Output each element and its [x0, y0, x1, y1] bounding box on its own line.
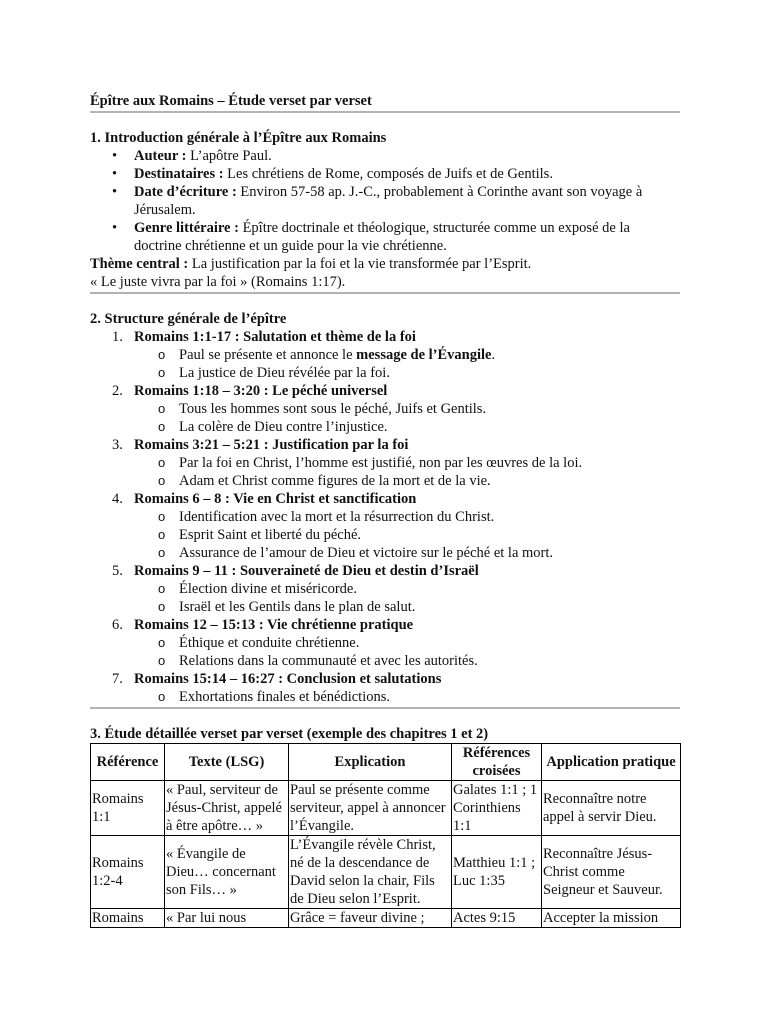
part-title: Romains 15:14 – 16:27 : Conclusion et salutations — [134, 671, 442, 687]
section-1-heading: 1. Introduction générale à l’Épître aux Romains — [90, 130, 387, 146]
structure-part — [90, 382, 680, 436]
part-title: Romains 3:21 – 5:21 : Justification par la foi — [134, 437, 409, 453]
structure-part — [90, 670, 680, 706]
bullet-icon: • — [112, 148, 118, 164]
circle-bullet-icon: o — [158, 581, 166, 596]
table-cell: Romains — [91, 909, 165, 928]
bullet-icon: • — [112, 184, 118, 200]
table-cell: « Évangile de Dieu… concernant son Fils… » — [165, 836, 289, 909]
part-number: 7. — [112, 671, 123, 687]
section-2-heading: 2. Structure générale de l’épître — [90, 311, 287, 327]
sub-item — [90, 508, 680, 526]
table-cell: Grâce = faveur divine ; — [289, 909, 452, 928]
part-title: Romains 1:18 – 3:20 : Le péché universel — [134, 383, 388, 399]
structure-part — [90, 562, 680, 616]
intro-text: Les chrétiens de Rome, composés de Juifs et de Gentils. — [227, 166, 553, 182]
intro-item-genre — [90, 219, 680, 255]
circle-bullet-icon: o — [158, 527, 166, 542]
circle-bullet-icon: o — [158, 635, 166, 650]
sub-item-text: Éthique et conduite chrétienne. — [179, 635, 360, 651]
sub-item-text: Exhortations finales et bénédictions. — [179, 689, 391, 705]
sub-item — [90, 580, 680, 598]
intro-text: Épître doctrinale et théologique, structurée comme un exposé de la doctrine chrétienne et un guide pour la vie chrétienne. — [134, 220, 630, 254]
sub-item — [90, 454, 680, 472]
table-cell: Romains 1:1 — [91, 781, 165, 836]
sub-item-text: Assurance de l’amour de Dieu et victoire sur le péché et la mort. — [179, 545, 554, 561]
sub-item-text: Élection divine et miséricorde. — [179, 581, 357, 597]
section-1-divider — [90, 292, 680, 294]
intro-label: Destinataires : — [134, 166, 224, 182]
sub-item-text: Identification avec la mort et la résurrection du Christ. — [179, 509, 495, 525]
sub-item — [90, 400, 680, 418]
structure-list — [90, 328, 680, 706]
part-subitems — [134, 454, 680, 490]
structure-part — [90, 490, 680, 562]
part-subitems — [134, 508, 680, 562]
table-cell: Paul se présente comme serviteur, appel à annoncer l’Évangile. — [289, 781, 452, 836]
table-row — [91, 781, 681, 836]
sub-item — [90, 526, 680, 544]
sub-item — [90, 346, 680, 364]
sub-item-text: La justice de Dieu révélée par la foi. — [179, 365, 390, 381]
sub-item — [90, 634, 680, 652]
sub-item-emphasis: message de l’Évangile — [356, 347, 492, 363]
verse-study-table — [90, 743, 681, 928]
part-title: Romains 12 – 15:13 : Vie chrétienne pratique — [134, 617, 414, 633]
column-header: Texte (LSG) — [165, 744, 289, 781]
sub-item-text: La colère de Dieu contre l’injustice. — [179, 419, 388, 435]
part-title: Romains 1:1-17 : Salutation et thème de la foi — [134, 329, 416, 345]
intro-list — [90, 147, 680, 255]
sub-item-text: Adam et Christ comme figures de la mort et de la vie. — [179, 473, 491, 489]
circle-bullet-icon: o — [158, 401, 166, 416]
part-subitems — [134, 346, 680, 382]
sub-item — [90, 652, 680, 670]
circle-bullet-icon: o — [158, 689, 166, 704]
sub-item — [90, 418, 680, 436]
table-header-row — [91, 744, 681, 781]
column-header: Application pratique — [542, 744, 681, 781]
sub-item-text: Israël et les Gentils dans le plan de salut. — [179, 599, 416, 615]
intro-item-author — [90, 147, 680, 165]
table-cell: Actes 9:15 — [452, 909, 542, 928]
part-title: Romains 6 – 8 : Vie en Christ et sanctification — [134, 491, 417, 507]
central-theme — [90, 255, 680, 273]
table-cell: Reconnaître notre appel à servir Dieu. — [542, 781, 681, 836]
structure-part — [90, 436, 680, 490]
part-number: 4. — [112, 491, 123, 507]
sub-item-text: Paul se présente et annonce le — [179, 347, 357, 363]
circle-bullet-icon: o — [158, 599, 166, 614]
intro-label: Genre littéraire : — [134, 220, 239, 236]
table-cell: Matthieu 1:1 ; Luc 1:35 — [452, 836, 542, 909]
table-row — [91, 836, 681, 909]
intro-text: Environ 57-58 ap. J.-C., probablement à Corinthe avant son voyage à Jérusalem. — [134, 184, 643, 218]
circle-bullet-icon: o — [158, 545, 166, 560]
bullet-icon: • — [112, 166, 118, 182]
part-title: Romains 9 – 11 : Souveraineté de Dieu et destin d’Israël — [134, 563, 479, 579]
intro-item-recipients — [90, 165, 680, 183]
circle-bullet-icon: o — [158, 365, 166, 380]
sub-item — [90, 472, 680, 490]
part-subitems — [134, 634, 680, 670]
key-verse-quote: « Le juste vivra par la foi » (Romains 1:17). — [90, 274, 346, 290]
intro-text: L’apôtre Paul. — [190, 148, 272, 164]
part-number: 3. — [112, 437, 123, 453]
table-cell: Romains 1:2-4 — [91, 836, 165, 909]
part-subitems — [134, 580, 680, 616]
part-number: 6. — [112, 617, 123, 633]
structure-part — [90, 328, 680, 382]
circle-bullet-icon: o — [158, 473, 166, 488]
column-header: Références croisées — [452, 744, 542, 781]
table-cell: Accepter la mission — [542, 909, 681, 928]
structure-part — [90, 616, 680, 670]
sub-item — [90, 544, 680, 562]
intro-label: Date d’écriture : — [134, 184, 237, 200]
sub-item-text: Esprit Saint et liberté du péché. — [179, 527, 362, 543]
sub-item-text: Par la foi en Christ, l’homme est justifié, non par les œuvres de la loi. — [179, 455, 583, 471]
theme-text: La justification par la foi et la vie transformée par l’Esprit. — [191, 256, 532, 272]
circle-bullet-icon: o — [158, 455, 166, 470]
table-cell: Galates 1:1 ; 1 Corinthiens 1:1 — [452, 781, 542, 836]
part-number: 5. — [112, 563, 123, 579]
document-title: Épître aux Romains – Étude verset par verset — [90, 93, 372, 109]
sub-item — [90, 598, 680, 616]
intro-item-date — [90, 183, 680, 219]
title-divider — [90, 111, 680, 113]
section-3 — [90, 725, 680, 928]
sub-item-text: Tous les hommes sont sous le péché, Juifs et Gentils. — [179, 401, 487, 417]
table-cell: « Par lui nous — [165, 909, 289, 928]
sub-item — [90, 364, 680, 382]
table-cell: Reconnaître Jésus-Christ comme Seigneur et Sauveur. — [542, 836, 681, 909]
sub-item — [90, 688, 680, 706]
circle-bullet-icon: o — [158, 653, 166, 668]
circle-bullet-icon: o — [158, 509, 166, 524]
sub-item-text: Relations dans la communauté et avec les autorités. — [179, 653, 478, 669]
column-header: Explication — [289, 744, 452, 781]
circle-bullet-icon: o — [158, 419, 166, 434]
table-row — [91, 909, 681, 928]
part-subitems — [134, 688, 680, 706]
section-3-heading: 3. Étude détaillée verset par verset (exemple des chapitres 1 et 2) — [90, 726, 489, 742]
part-number: 1. — [112, 329, 123, 345]
part-number: 2. — [112, 383, 123, 399]
circle-bullet-icon: o — [158, 347, 166, 362]
column-header: Référence — [91, 744, 165, 781]
part-subitems — [134, 400, 680, 436]
theme-label: Thème central : — [90, 256, 189, 272]
sub-item-text-end: . — [491, 347, 496, 363]
intro-label: Auteur : — [134, 148, 187, 164]
document-body — [90, 92, 680, 928]
table-cell: « Paul, serviteur de Jésus-Christ, appelé à être apôtre… » — [165, 781, 289, 836]
table-cell: L’Évangile révèle Christ, né de la descendance de David selon la chair, Fils de Dieu selon l’Esprit. — [289, 836, 452, 909]
bullet-icon: • — [112, 220, 118, 236]
section-2-divider — [90, 707, 680, 709]
